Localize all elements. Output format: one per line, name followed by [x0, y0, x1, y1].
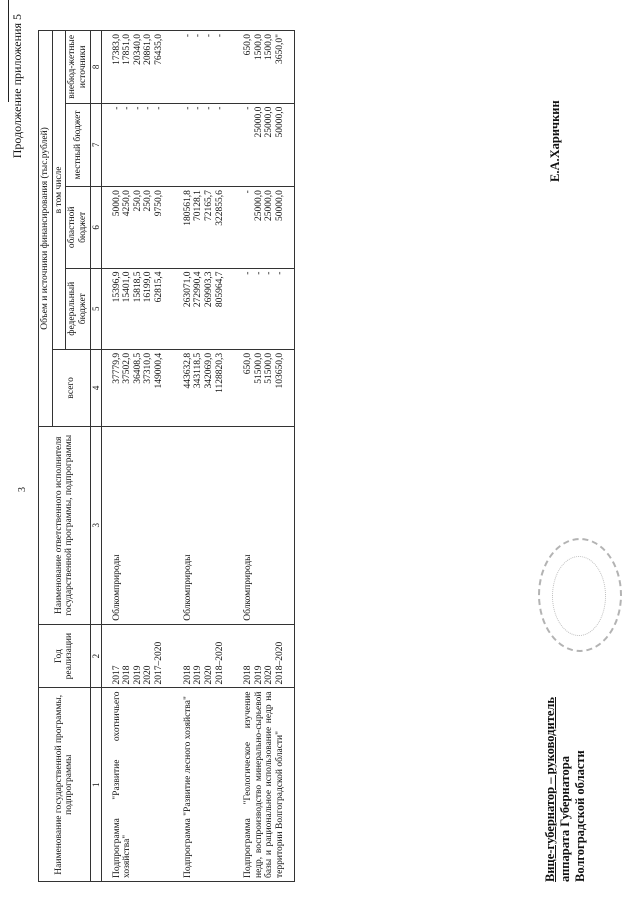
column-number: 3	[90, 426, 101, 624]
signer-title-line: аппарата Губернатора	[557, 756, 572, 882]
column-number: 7	[90, 103, 101, 187]
header-program: Наименование государственной программы, подпрограммы	[39, 688, 91, 882]
signer-block	[543, 652, 587, 882]
header-executor: Наименование ответственного исполнителя государственной программы, подпрограммы	[39, 426, 91, 624]
total-cell: 650,0 51500,0 51500,0 103650,0	[233, 349, 294, 426]
regional-cell: 5000,0 4250,0 250,0 250,0 9750,0	[101, 187, 173, 268]
header-federal: федеральный бюджет	[66, 268, 90, 349]
program-name: Подпрограмма "Развитие лесного хозяйства"	[173, 688, 234, 882]
seal-inner-ring	[552, 556, 606, 636]
local-cell: - - - -	[173, 103, 234, 187]
column-number: 8	[90, 31, 101, 104]
extra-cell: 17383,0 17851,0 20340,0 20861,0 76435,0	[101, 31, 173, 104]
signatory-name: Е.А.Харичкин	[548, 100, 562, 182]
continuation-label: Продолжение приложения 5	[10, 14, 24, 159]
extra-cell: 650,0 1500,0 1500,0 3650,0"	[233, 31, 294, 104]
header-funding-group: Объем и источники финансирования (тыс.рублей)	[39, 31, 53, 427]
funding-table	[38, 30, 295, 882]
extra-cell: - - - -	[173, 31, 234, 104]
federal-cell: 263071,0 272990,4 269903,3 805964,7	[173, 268, 234, 349]
column-number: 4	[90, 349, 101, 426]
top-rule	[8, 0, 9, 102]
official-seal-stamp	[538, 538, 622, 652]
header-total: всего	[52, 349, 90, 426]
signer-title-line: Волгоградской области	[572, 750, 587, 882]
header-year: Год реализации	[39, 624, 91, 688]
column-number: 1	[90, 688, 101, 882]
column-number: 5	[90, 268, 101, 349]
table-row	[173, 31, 234, 882]
total-cell: 37779,9 37502,0 36408,5 37310,0 149000,4	[101, 349, 173, 426]
local-cell: - 25000,0 25000,0 50000,0	[233, 103, 294, 187]
years-cell: 2017 2018 2019 2020 2017–2020	[101, 624, 173, 688]
column-number: 6	[90, 187, 101, 268]
table-row	[101, 31, 173, 882]
header-extra: внебюд-жетные источники	[66, 31, 90, 104]
federal-cell: 15396,9 15401,0 15818,5 16199,0 62815,4	[101, 268, 173, 349]
table-row	[233, 31, 294, 882]
regional-cell: - 25000,0 25000,0 50000,0	[233, 187, 294, 268]
document-sheet	[8, 14, 628, 882]
total-cell: 443632,8 343118,5 342069,0 1128820,3	[173, 349, 234, 426]
page-number: 3	[17, 487, 28, 492]
header-including: в том числе	[52, 31, 66, 350]
executor-cell: Облкомприроды	[173, 426, 234, 624]
local-cell: - - - - -	[101, 103, 173, 187]
signer-title-line: Вице-губернатор – руководитель	[543, 696, 557, 882]
header-regional: областной бюджет	[66, 187, 90, 268]
federal-cell: - - - -	[233, 268, 294, 349]
column-number: 2	[90, 624, 101, 688]
executor-cell: Облкомприроды	[233, 426, 294, 624]
regional-cell: 180561,8 70128,1 72165,7 322855,6	[173, 187, 234, 268]
header-local: местный бюджет	[66, 103, 90, 187]
program-name: Подпрограмма "Развитие охотничьего хозяйства"	[101, 688, 173, 882]
years-cell: 2018 2019 2020 2018–2020	[173, 624, 234, 688]
years-cell: 2018 2019 2020 2018–2020	[233, 624, 294, 688]
program-name: Подпрограмма "Геологическое изучение недр, воспроизводство минерально-сырьевой базы и рациональное использование недр на территории Волгоградской области"	[233, 688, 294, 882]
executor-cell: Облкомприроды	[101, 426, 173, 624]
